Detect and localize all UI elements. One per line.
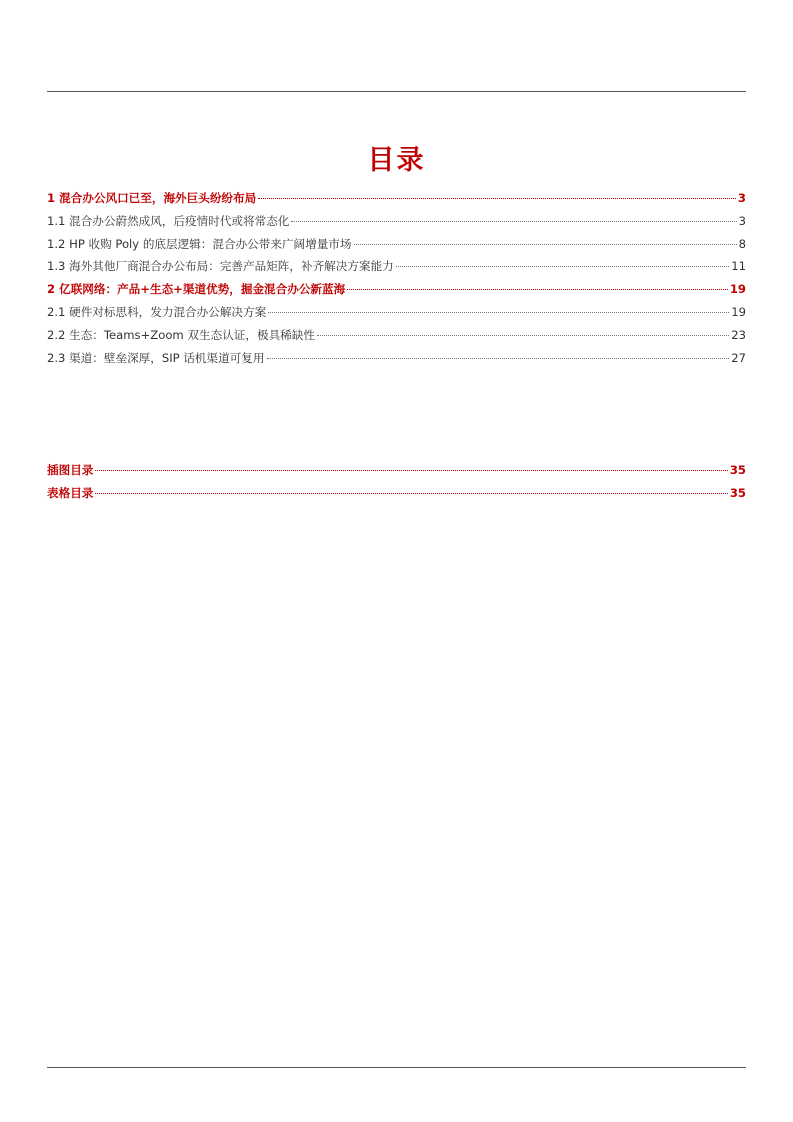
toc-entry-page: 27 (731, 350, 746, 365)
toc-entry-label: 表格目录 (47, 485, 94, 500)
dot-leader (317, 335, 729, 336)
header-rule (47, 91, 746, 92)
table-of-contents (47, 190, 746, 372)
toc-entry-2-2[interactable] (47, 327, 746, 350)
toc-entry-2-1[interactable] (47, 304, 746, 327)
page-title: 目录 (367, 145, 426, 176)
toc-entry-label: 2 亿联网络：产品+生态+渠道优势，掘金混合办公新蓝海 (47, 282, 346, 297)
toc-entry-label: 1.3 海外其他厂商混合办公布局：完善产品矩阵，补齐解决方案能力 (47, 259, 394, 274)
toc-entry-page: 3 (737, 191, 746, 205)
toc-entry-page: 11 (731, 259, 746, 274)
footer-rule (47, 1067, 746, 1068)
toc-entry-label: 插图目录 (47, 463, 94, 477)
list-of-figures-and-tables (47, 462, 746, 508)
toc-entry-1-1[interactable] (47, 213, 746, 236)
toc-entry-label: 2.2 生态：Teams+Zoom 双生态认证，极具稀缺性 (47, 327, 315, 342)
toc-entry-1[interactable] (47, 190, 746, 213)
toc-entry-2-3[interactable] (47, 350, 746, 373)
toc-entry-page: 19 (731, 304, 746, 319)
dot-leader (268, 312, 729, 313)
toc-entry-page: 3 (738, 213, 746, 228)
toc-entry-page: 19 (729, 282, 746, 297)
dot-leader (258, 198, 736, 199)
toc-entry-figures[interactable] (47, 462, 746, 485)
toc-entry-2[interactable] (47, 281, 746, 304)
dot-leader (267, 358, 730, 359)
toc-entry-label: 1.1 混合办公蔚然成风，后疫情时代或将常态化 (47, 213, 290, 228)
toc-entry-1-2[interactable] (47, 236, 746, 259)
dot-leader (95, 470, 727, 471)
toc-entry-page: 8 (738, 236, 746, 251)
toc-entry-page: 23 (731, 327, 746, 342)
toc-entry-label: 1.2 HP 收购 Poly 的底层逻辑：混合办公带来广阔增量市场 (47, 236, 352, 251)
toc-entry-label: 2.1 硬件对标思科，发力混合办公解决方案 (47, 304, 267, 319)
dot-leader (95, 493, 727, 494)
toc-entry-label: 2.3 渠道：壁垒深厚，SIP 话机渠道可复用 (47, 350, 265, 365)
dot-leader (347, 289, 728, 290)
toc-entry-page: 35 (729, 463, 746, 477)
toc-entry-label: 1 混合办公风口已至，海外巨头纷纷布局 (47, 191, 257, 205)
toc-entry-1-3[interactable] (47, 258, 746, 281)
dot-leader (396, 266, 729, 267)
dot-leader (291, 221, 736, 222)
toc-entry-page: 35 (729, 485, 746, 500)
dot-leader (354, 244, 737, 245)
toc-entry-tables[interactable] (47, 485, 746, 508)
